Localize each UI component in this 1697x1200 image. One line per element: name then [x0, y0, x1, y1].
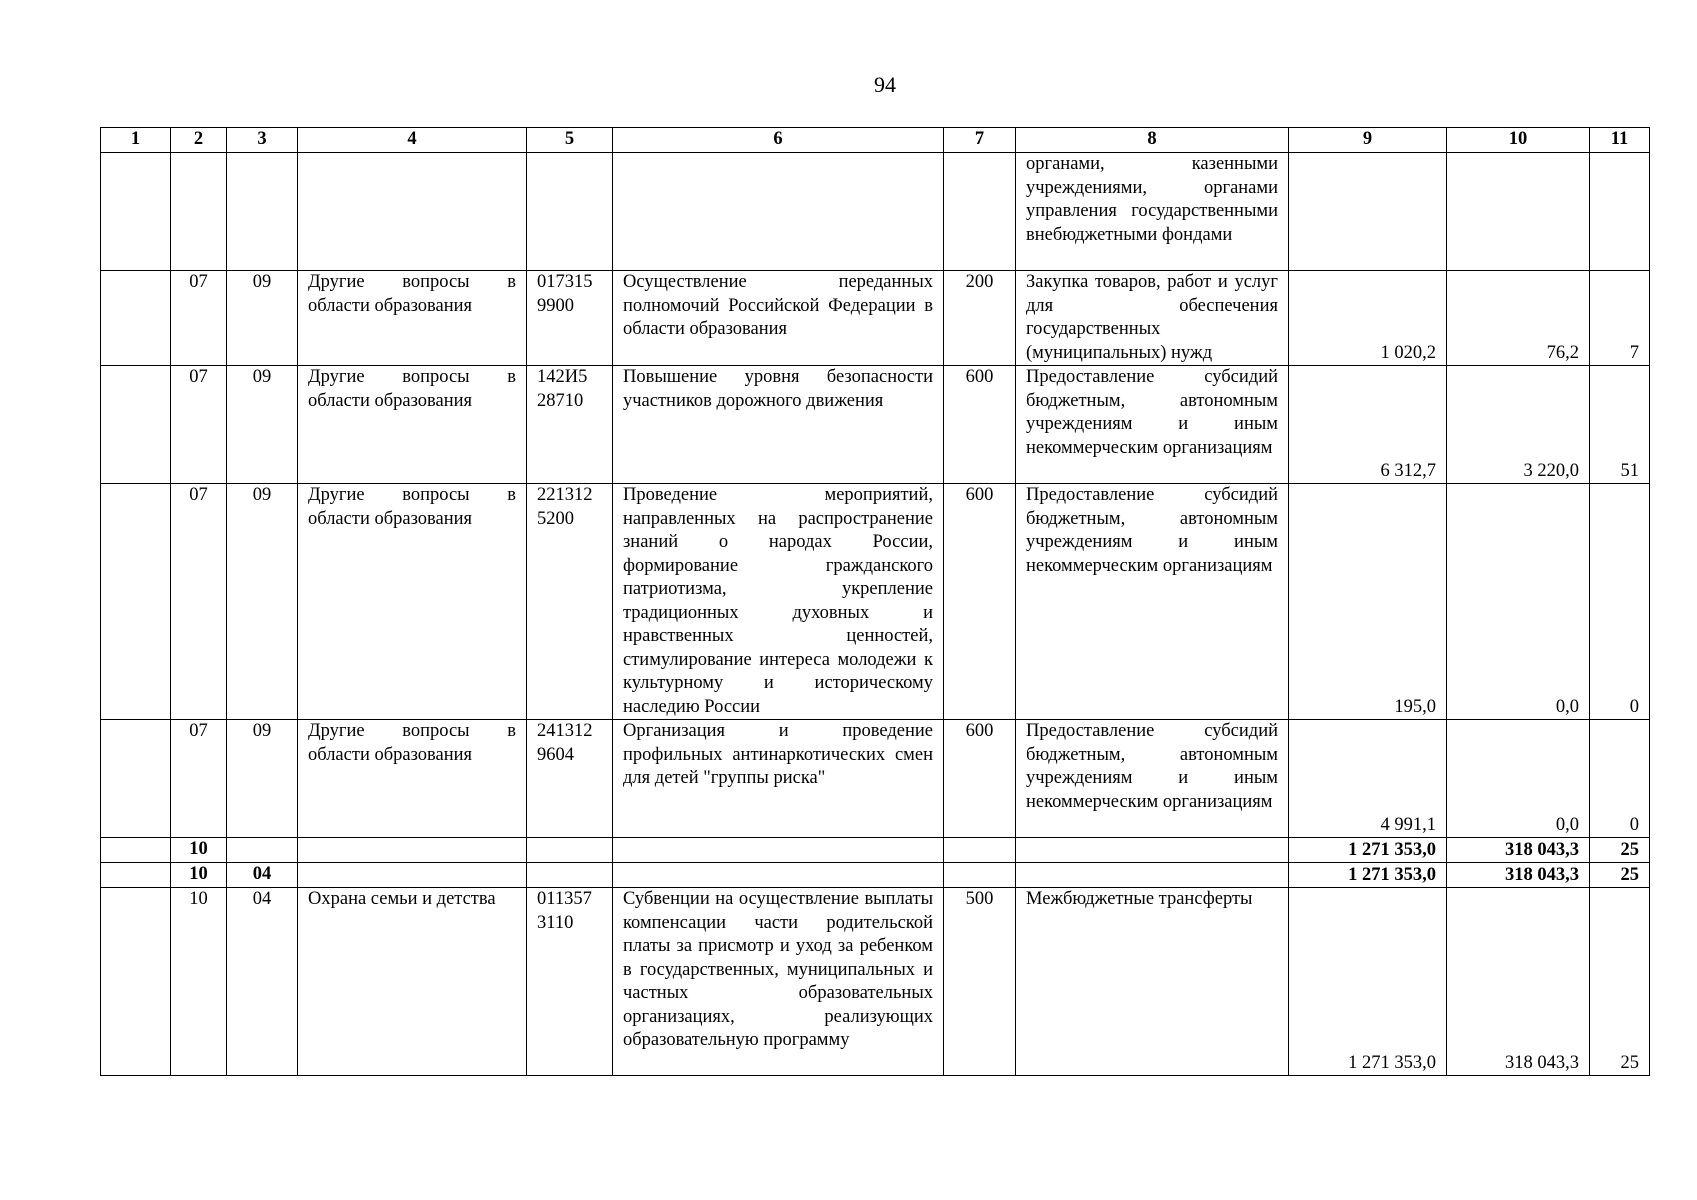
cell [1289, 153, 1447, 271]
cell: 25 [1590, 863, 1650, 888]
table-row [101, 888, 1650, 1076]
cell [101, 838, 171, 863]
column-header: 10 [1447, 128, 1590, 153]
cell: 07 [171, 271, 227, 366]
cell: 318 043,3 [1447, 888, 1590, 1076]
cell: 0,0 [1447, 720, 1590, 838]
cell [101, 484, 171, 720]
page-number: 94 [874, 72, 896, 97]
table-row [101, 720, 1650, 838]
cell: 10 [171, 888, 227, 1076]
cell [101, 366, 171, 484]
cell [101, 863, 171, 888]
cell [298, 863, 527, 888]
cell: 200 [944, 271, 1016, 366]
cell: Другие вопросы в области образования [298, 720, 527, 838]
cell [227, 838, 298, 863]
column-header: 5 [527, 128, 613, 153]
column-header: 6 [613, 128, 944, 153]
cell: Другие вопросы в области образования [298, 484, 527, 720]
column-header: 2 [171, 128, 227, 153]
cell: 07 [171, 366, 227, 484]
cell: Проведение мероприятий, направленных на распространение знаний о народах России, формирование гражданского патриотизма, укрепление традиционных духовных и нравственных ценностей, стимулирование интереса молодежи к культурному и историческому наследию России [613, 484, 944, 720]
cell: 500 [944, 888, 1016, 1076]
cell: 1 271 353,0 [1289, 838, 1447, 863]
column-header: 9 [1289, 128, 1447, 153]
cell: Предоставление субсидий бюджетным, автономным учреждениям и иным некоммерческим организациям [1016, 720, 1289, 838]
cell: 51 [1590, 366, 1650, 484]
cell: органами, казенными учреждениями, органами управления государственными внебюджетными фондами [1016, 153, 1289, 271]
cell: 1 271 353,0 [1289, 888, 1447, 1076]
cell: 09 [227, 484, 298, 720]
cell: 7 [1590, 271, 1650, 366]
cell [101, 720, 171, 838]
cell [527, 863, 613, 888]
cell: 195,0 [1289, 484, 1447, 720]
table-header-row [101, 128, 1650, 153]
cell [613, 153, 944, 271]
table-row [101, 153, 1650, 271]
cell: 0 [1590, 720, 1650, 838]
cell: 25 [1590, 838, 1650, 863]
cell [613, 863, 944, 888]
column-header: 3 [227, 128, 298, 153]
cell: 241312 9604 [527, 720, 613, 838]
cell: Организация и проведение профильных антинаркотических смен для детей "группы риска" [613, 720, 944, 838]
subtotal-row [101, 863, 1650, 888]
cell: Субвенции на осуществление выплаты компенсации части родительской платы за присмотр и уход за ребенком в государственных, муниципальных и частных образовательных организациях, реализующих образовательную программу [613, 888, 944, 1076]
cell: 07 [171, 484, 227, 720]
cell: 011357 3110 [527, 888, 613, 1076]
cell: 10 [171, 863, 227, 888]
cell: 09 [227, 366, 298, 484]
cell: 318 043,3 [1447, 838, 1590, 863]
cell: 07 [171, 720, 227, 838]
column-header: 11 [1590, 128, 1650, 153]
cell: 142И5 28710 [527, 366, 613, 484]
cell [1447, 153, 1590, 271]
cell: 221312 5200 [527, 484, 613, 720]
cell: Охрана семьи и детства [298, 888, 527, 1076]
cell [944, 863, 1016, 888]
cell [101, 271, 171, 366]
cell: 0 [1590, 484, 1650, 720]
budget-table [100, 127, 1650, 1076]
cell: 600 [944, 720, 1016, 838]
cell: 09 [227, 271, 298, 366]
cell: 318 043,3 [1447, 863, 1590, 888]
cell: Другие вопросы в области образования [298, 366, 527, 484]
cell [1016, 838, 1289, 863]
cell: 600 [944, 484, 1016, 720]
cell: 600 [944, 366, 1016, 484]
cell: 3 220,0 [1447, 366, 1590, 484]
cell: 25 [1590, 888, 1650, 1076]
table-row [101, 366, 1650, 484]
column-header: 1 [101, 128, 171, 153]
column-header: 8 [1016, 128, 1289, 153]
column-header: 4 [298, 128, 527, 153]
cell [944, 838, 1016, 863]
cell [101, 888, 171, 1076]
cell [101, 153, 171, 271]
cell [171, 153, 227, 271]
cell: 1 271 353,0 [1289, 863, 1447, 888]
cell [527, 838, 613, 863]
cell [944, 153, 1016, 271]
cell: Предоставление субсидий бюджетным, автономным учреждениям и иным некоммерческим организациям [1016, 484, 1289, 720]
table-row [101, 484, 1650, 720]
cell: Повышение уровня безопасности участников дорожного движения [613, 366, 944, 484]
cell [227, 153, 298, 271]
cell: Предоставление субсидий бюджетным, автономным учреждениям и иным некоммерческим организациям [1016, 366, 1289, 484]
cell [1016, 863, 1289, 888]
cell [298, 153, 527, 271]
cell: Осуществление переданных полномочий Российской Федерации в области образования [613, 271, 944, 366]
cell: Межбюджетные трансферты [1016, 888, 1289, 1076]
cell: Закупка товаров, работ и услуг для обеспечения государственных (муниципальных) нужд [1016, 271, 1289, 366]
cell [527, 153, 613, 271]
cell [1590, 153, 1650, 271]
cell: 10 [171, 838, 227, 863]
cell: Другие вопросы в области образования [298, 271, 527, 366]
cell: 76,2 [1447, 271, 1590, 366]
cell [613, 838, 944, 863]
column-header: 7 [944, 128, 1016, 153]
cell: 04 [227, 888, 298, 1076]
cell: 6 312,7 [1289, 366, 1447, 484]
cell: 017315 9900 [527, 271, 613, 366]
subtotal-row [101, 838, 1650, 863]
cell: 0,0 [1447, 484, 1590, 720]
cell: 1 020,2 [1289, 271, 1447, 366]
cell [298, 838, 527, 863]
cell: 09 [227, 720, 298, 838]
cell: 04 [227, 863, 298, 888]
table-row [101, 271, 1650, 366]
cell: 4 991,1 [1289, 720, 1447, 838]
